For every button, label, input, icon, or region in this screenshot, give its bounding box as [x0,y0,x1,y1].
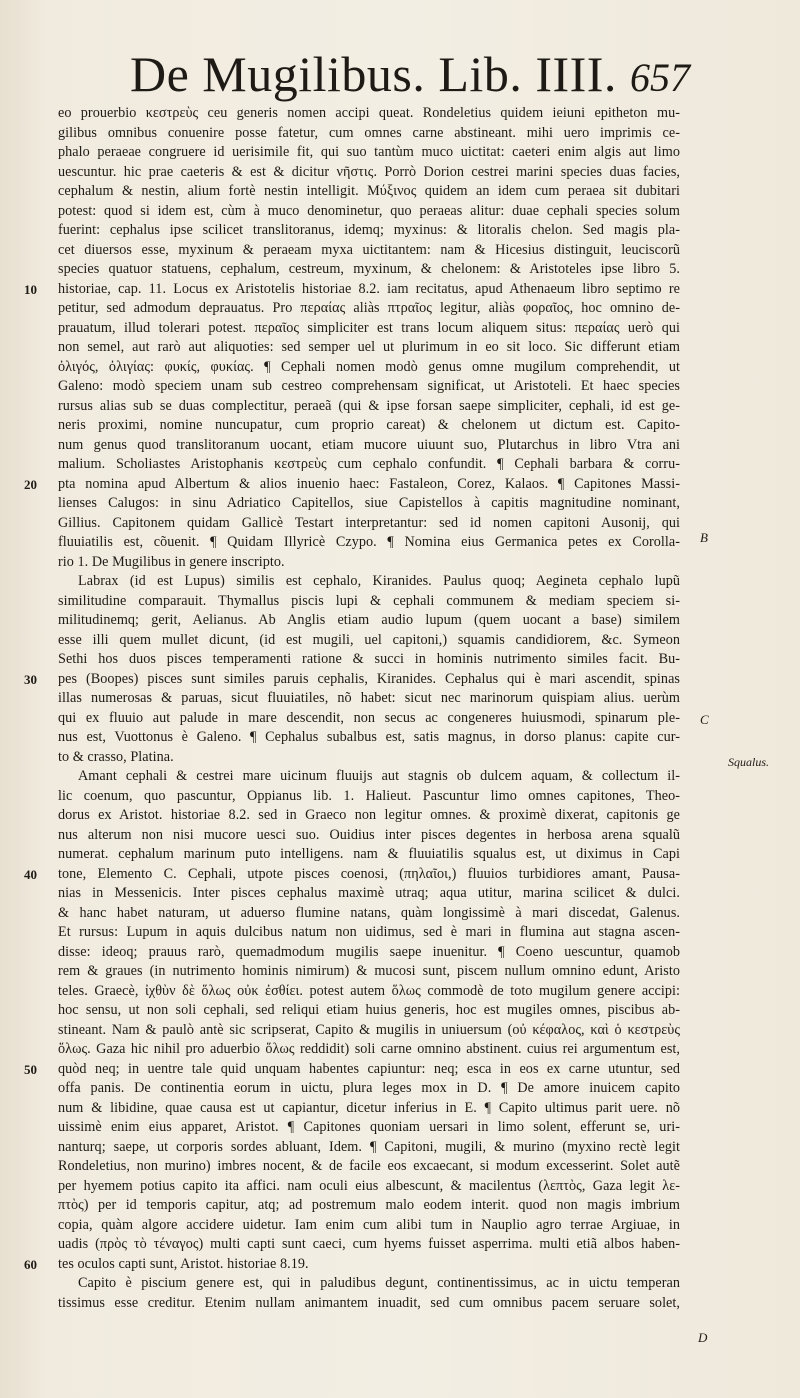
text-line [58,592,680,612]
text-line-content: nias in Messenicis. Inter pisces cephalus maximè utraq; aqua utitur, marina scilicet & dulci. [58,885,680,901]
text-line-content: tissimus esse creditur. Etenim nullam animantem inuadit, sed cum omnibus pacem seruare solet, [58,1294,680,1311]
text-line-content: prauatum, illud tolerari potest. περαῖος simpliciter est trans locum aliquem situs: περαίας uerò qui [58,319,680,336]
text-line-content: fluuiatilis est, cõuenit. ¶ Quidam Illyricè Czypo. ¶ Nomina eius Germanica petes ex Corolla- [58,534,680,550]
text-line-content: nus est, Vuottonus è Galeno. ¶ Cephalus subalbus est, satis magnus, in dorso planus: capite cur- [58,729,680,745]
text-line-content: gilibus omnibus conuenire posse fatetur, cum omnes carne abstineant. mihi uero imprimis ce- [58,124,680,141]
text-line-content: Labrax (id est Lupus) similis est cephalo, Kiranides. Paulus quoq; Aegineta cephalo lupũ [78,573,680,589]
text-line-content: per hyemem potius capito ita affici. nam oculi eius albescunt, & macilentus (λεπτὸς, Gaza legit λε- [58,1177,680,1194]
text-line-content: lienses Calugos: in sinu Adriatico Capitellos, siue Capistellos à capitis magnitudine nominant, [58,495,680,511]
text-line [58,689,680,709]
text-line [58,104,680,124]
line-number: 10 [24,281,38,297]
text-line-content: uadis (πρὸς τὸ τέναγος) multi capti sunt caeci, cum hyems fuisset asperrima. multi etiã albos haben- [58,1236,680,1252]
text-line-content: illas numerosas & paruas, sicut fluuiatiles, nõ habet: sicut nec marinorum quispiam alius. uerùm [58,690,680,706]
text-line [58,397,680,417]
line-number: 20 [24,476,38,492]
text-line-content: rem & graues (in nutrimento hominis nimirum) & mucosi sunt, piscem nullum omnino edunt, Aristo [58,963,680,979]
text-line-content: phalo peraeae congruere id uerisimile fit, qui suo tantùm muco uictitat: caeteri enim algis aut limo [58,144,680,160]
text-line-content: pes (Boopes) pisces sunt similes paruis cephalis, Kiranides. Cephalus qui è mari ascendit, spinas [58,670,680,687]
text-line-content: teles. Graecè, ἰχθὺν δὲ ὅλως οὐκ ἐσθίει. potest autem ὅλως commodè de toto mugilum genere accipi: [58,982,680,999]
text-line-content: esse illi quem mullet dicunt, (id est mugili, uel capitoni,) squamis candidiorem, &c. Symeon [58,631,680,648]
body-text [24,104,680,1313]
running-title: De Mugilibus. Lib. IIII. [130,46,617,102]
text-line-content: numerat. cephalum marinum puto intelligens. nam & fluuiatilis squalus est, ut diximus in Capi [58,846,680,862]
text-line [58,299,680,319]
text-line [58,416,680,436]
text-line-content: dorus ex Aristot. historiae 8.2. sed in Graeco non legitur omnes. & proximè dixerat, capitonis ge [58,807,680,823]
text-line [58,1196,680,1216]
text-line [58,1216,680,1236]
text-line [58,806,680,826]
line-number: 50 [24,1061,38,1077]
text-line-content: petitur, sed admodum deprauatus. Pro περαίας aliàs πτραῖος legitur, aliàs φοραῖος, hoc omnino de- [58,300,680,316]
text-line [58,1118,680,1138]
text-line [58,1021,680,1041]
text-line-content: Sethi hos duos pisces temperamenti ratione & succi in hominis nutrimento similes facit. Bu- [58,651,680,667]
text-line [58,826,680,846]
text-line [58,787,680,807]
text-line-content: to & crasso, Platina. [58,748,174,765]
text-line-content: ὅλως. Gaza hic nihil pro aduerbio ὅλως reddidit) soli carne omnino abstinent. cuius rei argumentum est, [58,1041,680,1057]
text-line [58,358,680,378]
text-line [58,124,680,144]
text-line [58,533,680,553]
text-line [58,650,680,670]
text-line [58,455,680,475]
text-line [58,1235,680,1255]
line-number: 40 [24,866,38,882]
margin-letter-c: C [700,712,709,727]
text-line [58,1099,680,1119]
text-line [58,904,680,924]
text-line-content: quòd neq; in uentre tale quid unquam habentes capiuntur: neq; esca in eos ex carne utuntur, sed [58,1060,680,1077]
text-line [24,475,680,495]
text-line-content: πτὸς) per id temporis capitur, atq; ad postremum malo eodem interit. quod non magis imbrium [58,1197,680,1213]
text-line-content: pta nomina apud Albertum & alios inuenio haec: Fastaleon, Corez, Kalaos. ¶ Capitones Massi- [58,475,680,492]
text-line-content: cet diuersos esse, myxinum & peraeam myxa uictitantem: nam & Hicesius distinguit, leuciscorũ [58,241,680,258]
text-line-content: & hanc habet naturam, ut aduerso flumine natans, quàm longissimè à mari discedat, Galenus. [58,904,680,921]
text-line-content: uissimè enim eius apparet, Aristot. ¶ Capitones quoniam uersari in limo solent, efferunt se, uri- [58,1119,680,1135]
text-line [58,182,680,202]
text-line [24,1255,680,1275]
text-line [24,670,680,690]
text-line [58,202,680,222]
text-line-content: eo prouerbio κεστρεὺς ceu generis nomen accipi queat. Rondeletius quidem ieiuni epitheton mu- [58,105,680,121]
text-line [58,982,680,1002]
text-line-content: similitudine comparauit. Thymallus piscis lupi & cephali communem & mediam speciem si- [58,592,680,609]
text-line [58,611,680,631]
text-line [58,514,680,534]
text-line [58,631,680,651]
text-line [58,143,680,163]
text-line [58,1177,680,1197]
text-line-content: stineant. Nam & paulò antè sic scripserat, Capito & mugilis in uniuersum (οὐ κέφαλος, καὶ ὁ κεστρεὺς [58,1021,680,1038]
text-line-content: Amant cephali & cestrei mare uicinum fluuijs aut stagnis ob dulcem aquam, & collectum il- [78,768,680,784]
text-line [58,1040,680,1060]
text-line-content: rursus alias sub se duas complectitur, peraeã (qui & ipse forsan saepe simpliciter, cephali, id est ge- [58,397,680,414]
text-line [58,163,680,183]
text-line-content: non semel, aut rarò aut aliquoties: sed semper uel ut plurimum in eo sit loco. Sic differunt etiam [58,339,680,355]
text-line [58,572,680,592]
margin-letter-b: B [700,530,708,545]
text-line-content: num & libidine, quae causa est ut capiantur, dicetur inferius in E. ¶ Capito ultimus parit uere. nõ [58,1099,680,1116]
text-line [58,1138,680,1158]
text-line [58,1294,680,1314]
text-line-content: offa panis. De continentia eorum in uictu, plura leges mox in D. ¶ De amore inuicem capito [58,1080,680,1096]
text-line [58,884,680,904]
text-line [58,748,680,768]
margin-letter-d: D [698,1330,708,1345]
text-line-content: Galeno: modò speciem unam sub cestreo comprehensam significat, ut Aristoteli. Et haec species [58,378,680,394]
text-line [58,377,680,397]
text-line-content: fuerint: cephalus ipse scilicet translitoranus, idemq; myxinus: & litoralis chelon. Sed magis pla- [58,222,680,238]
text-line [58,553,680,573]
text-line [58,923,680,943]
text-line [58,319,680,339]
text-line-content: qui ex fluuio aut palude in mare descendit, non secus ac congeneres huiusmodi, spinarum ple- [58,709,680,726]
text-line-content: malium. Scholiastes Aristophanis κεστρεὺς cum cephalo confundit. ¶ Cephali barbara & corru- [58,456,680,472]
text-line [58,728,680,748]
text-line [58,1157,680,1177]
text-line [58,241,680,261]
text-line [58,709,680,729]
text-line-content: rio 1. De Mugilibus in genere inscripto. [58,553,285,570]
text-line-content: hoc sensu, ut non soli cephali, sed reliqui etiam huius generis, hoc est mugiles omnes, piscibus ab- [58,1002,680,1018]
text-line-content: neris proximi, nomine nuncupatur, cum proprio careat) & chelonem ut dictum est. Capito- [58,417,680,433]
text-line-content: militudinemq; gerit, Aelianus. Ab Anglis etiam audio lupum (quem uocant a base) similem [58,612,680,628]
text-line-content: potest: quod si idem est, cùm à muco denominetur, quo peraeas alitur: duae cephali species solum [58,202,680,219]
text-line-content: copia, quàm algore accidere uidetur. Iam enim cum alibi tum in Nauplio agro terrae Argiuae, in [58,1216,680,1233]
text-line-content: nanturq; saepe, ut corporis sordes abluant, Idem. ¶ Capitoni, mugili, & murino (myxino rectè legit [58,1138,680,1155]
line-number: 60 [24,1256,38,1272]
text-line [58,494,680,514]
text-line-content: num genus quod translitoranum uocant, etiam mucore uiuunt suo, Plutarchus in libro Vtra ani [58,436,680,453]
text-line-content: lic coenum, quo pascuntur, Oppianus lib. 1. Halieut. Pascuntur limo omnes capitones, Theo- [58,787,680,804]
text-line-content: nus alterum non nisi mucore uesci suo. Ouidius inter pisces degentes in herbosa arena squalũ [58,826,680,843]
text-line [58,767,680,787]
text-line-content: Rondeletius, non murino) imbres nocent, & de facile eos excaecant, si modum excesserint. Solet autẽ [58,1158,680,1174]
text-line-content: historiae, cap. 11. Locus ex Aristotelis historiae 8.2. iam recitatus, apud Athenaeum libro septimo re [58,280,680,297]
text-line [58,943,680,963]
text-line [58,1001,680,1021]
line-number: 30 [24,671,38,687]
text-line [58,436,680,456]
text-line [24,865,680,885]
text-line-content: Et rursus: Lupum in aquis dulcibus natum non uidimus, sed è mari in flumina aut stagna ascen- [58,924,680,940]
text-line-content: tone, Elemento C. Cephali, utpote pisces coenosi, (πηλαῖοι,) fluuios turbidiores amant, Pausa- [58,865,680,882]
text-line [24,280,680,300]
text-line [58,1274,680,1294]
text-line-content: disse: ideoq; prauus rarò, quemadmodum mugilis saepe inuenitur. ¶ Coeno uescuntur, quamob [58,943,680,960]
page-number: 657 [630,55,690,100]
margin-note-squalus: Squalus. [728,755,770,769]
text-line [58,962,680,982]
text-line-content: tes oculos capti sunt, Aristot. historiae 8.19. [58,1255,309,1272]
text-line [58,845,680,865]
text-line-content: uescuntur. hic prae caeteris & est & dicitur νῆστις. Porrò Dorion cestrei marini species duas facies, [58,163,680,180]
text-line-content: cephalum & nestin, alium fortè nestin intelligit. Μύξινος quidem an idem cum peraea sit dubitari [58,183,680,199]
text-line-content: ὀλιγός, ὀλιγίας: φυκίς, φυκίας. ¶ Cephali nomen modò genus omne mugilum comprehendit, ut [58,358,680,375]
text-line [24,1060,680,1080]
text-line-content: Gillius. Capitonem quidam Gallicè Testart interpretantur: sed id nomen capitoni Ausonij, qui [58,514,680,531]
text-line-content: species quatuor statuens, cephalum, cestreum, myxinum, & chelonem: & Aristoteles ipse libro 5. [58,261,680,277]
text-line [58,1079,680,1099]
text-line-content: Capito è piscium genere est, qui in paludibus degunt, continentissimus, ac in uictu temperan [78,1275,680,1291]
text-line [58,260,680,280]
text-line [58,338,680,358]
text-line [58,221,680,241]
